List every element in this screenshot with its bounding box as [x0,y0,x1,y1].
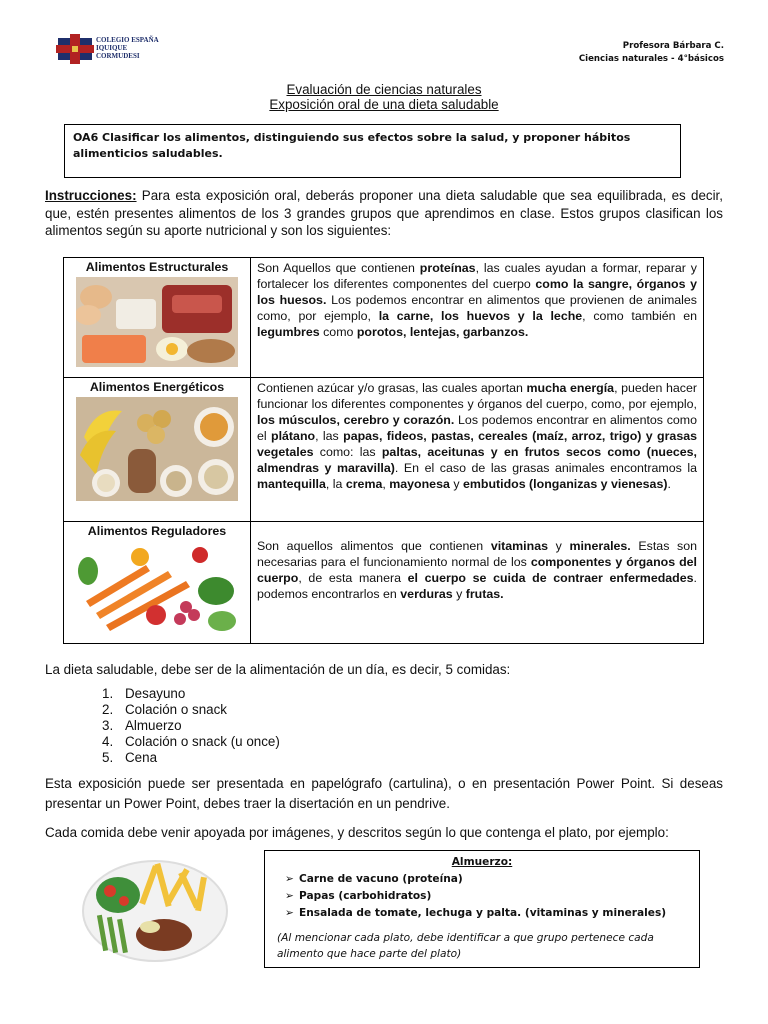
text: , [382,477,390,491]
bold-text: verduras [400,587,453,601]
teacher-name: Profesora Bárbara C. [622,41,724,51]
text: Contienen azúcar y/o grasas, las cuales aportan [257,381,527,395]
example-intro: Cada comida debe venir apoyada por imágenes, y descritos según lo que contenga el plato, por ejemplo: [45,825,669,840]
list-item: 2. Colación o snack [102,702,227,717]
table-row [64,258,704,378]
bold-text: legumbres [257,325,320,339]
group-name: Alimentos Energéticos [89,380,225,394]
text: Estas son necesarias para el funcionamiento normal de los [257,539,697,569]
arrow-bullet-icon: ➢ [285,907,294,919]
arrow-bullet-icon: ➢ [285,873,294,885]
bold-text: mayonesa [389,477,450,491]
bold-text: embutidos (longanizas y vienesas) [462,477,668,491]
bold-text: mucha energía [526,381,615,395]
text: y [449,477,463,491]
group-name: Alimentos Reguladores [87,524,227,538]
list-item: 4. Colación o snack (u once) [102,734,280,749]
text: , la [325,477,346,491]
meals-list [102,686,280,766]
text: Los podemos encontrar en alimentos como el [257,413,698,443]
text: , como también en [582,309,697,323]
bold-text: papas, fideos, pastas, cereales (maíz, arroz, trigo) y grasas vegetales [257,429,697,459]
document-title: Evaluación de ciencias naturales [286,82,482,97]
energy-foods-image [76,397,238,501]
text: , las cuales ayudan a formar, reparar y fortalecer los diferentes componentes del cuerpo [257,261,698,291]
instructions-label: Instrucciones: [45,188,137,203]
table-row [64,378,704,522]
course-name: Ciencias naturales - 4°básicos [578,54,724,64]
bold-text: mantequilla [257,477,326,491]
diet-intro: La dieta saludable, debe ser de la alimentación de un día, es decir, 5 comidas: [45,662,511,677]
group-description [251,378,704,522]
food-groups-table [63,257,704,644]
text: y [547,539,570,553]
bold-text: el cuerpo se cuida de contraer enfermedades [407,571,694,585]
school-name: COLEGIO ESPAÑA IQUIQUE CORMUDESI [96,36,159,60]
text: Son aquellos alimentos que contienen [257,539,491,553]
group-description [251,258,704,378]
lunch-plate-image [80,855,230,963]
list-item: ➢ Ensalada de tomate, lechuga y palta. (vitaminas y minerales) [277,905,687,922]
document-subtitle: Exposición oral de una dieta saludable [269,97,499,112]
bold-text: plátano [271,429,316,443]
text: como [319,325,357,339]
text: , pueden hacer funcionar los diferentes componentes y órganos del cuerpo, como, por ejemplo, [257,381,697,411]
bold-text: los músculos, cerebro y corazón. [257,413,455,427]
bold-text: componentes y órganos del cuerpo [257,555,697,585]
instructions-paragraph [45,187,723,240]
vegetables-fruits-image [76,541,238,635]
instructions-text: Para esta exposición oral, deberás proponer una dieta saludable que sea equilibrada, es decir, que, estén presentes alimentos de los 3 grandes grupos que aprendimos en clase. Estos grupos clasifican los alimentos según su aporte nutricional y son los siguientes: [45,188,723,238]
text: , de esta manera [298,571,408,585]
bold-text: paltas, aceitunas y en frutos secos como (nueces, almendras y maravilla) [257,445,697,475]
list-item: ➢ Papas (carbohidratos) [277,888,687,905]
text: . En el caso de las grasas animales encontramos la [394,461,697,475]
lunch-example-box [264,850,700,968]
text: como: las [313,445,382,459]
learning-objective-box [64,124,681,178]
bold-text: la carne, los huevos y la leche [378,309,583,323]
bold-text: crema [345,477,383,491]
text: . [667,477,671,491]
arrow-bullet-icon: ➢ [285,890,294,902]
text: . podemos encontrarlos en [257,571,697,601]
bold-text: como la sangre, órganos y los huesos. [257,277,698,307]
bold-text: frutas. [465,587,504,601]
protein-foods-image [76,277,238,367]
list-item: 5. Cena [102,750,158,765]
header-info [579,40,724,66]
bold-text: porotos, lentejas, garbanzos. [356,325,529,339]
bold-text: proteínas [419,261,476,275]
list-item: ➢ Carne de vacuno (proteína) [277,871,687,888]
text: Son Aquellos que contienen [257,261,420,275]
text: y [452,587,466,601]
presentation-paragraph: Esta exposición puede ser presentada en papelógrafo (cartulina), o en presentación Power Point. Si deseas presentar un Power Point, debes traer la disertación en un pendrive. [45,776,723,811]
list-item: 1. Desayuno [102,686,186,701]
lunch-title: Almuerzo: [451,856,513,868]
list-item: 3. Almuerzo [102,718,182,733]
bold-text: minerales. [569,539,631,553]
text: , las [315,429,344,443]
text: Los podemos encontrar en alimentos que provienen de animales como, por ejemplo, [257,293,697,323]
group-description [251,522,704,644]
lunch-note: (Al mencionar cada plato, debe identificar a que grupo pertenece cada alimento que hace parte del plato) [277,932,654,960]
learning-objective: OA6 Clasificar los alimentos, distinguiendo sus efectos sobre la salud, y proponer hábitos alimenticios saludables. [73,131,631,160]
table-row [64,522,704,644]
bold-text: vitaminas [490,539,548,553]
group-name: Alimentos Estructurales [85,260,229,274]
